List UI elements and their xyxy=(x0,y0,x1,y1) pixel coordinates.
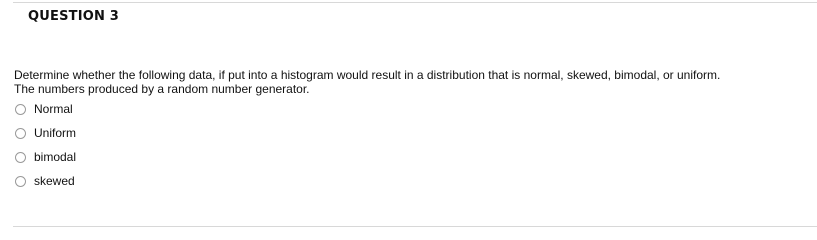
option-uniform[interactable] xyxy=(15,121,76,145)
option-label-skewed[interactable]: skewed xyxy=(34,174,75,188)
question-title: QUESTION 3 xyxy=(28,9,120,24)
question-prompt xyxy=(14,68,720,96)
radio-button-uniform[interactable] xyxy=(15,128,26,139)
prompt-line-1: Determine whether the following data, if put into a histogram would result in a distribution that is normal, skewed, bimodal, or uniform. xyxy=(14,68,721,82)
option-normal[interactable] xyxy=(15,97,76,121)
prompt-line-2: The numbers produced by a random number generator. xyxy=(14,82,310,96)
bottom-divider xyxy=(13,226,817,227)
option-label-uniform[interactable]: Uniform xyxy=(34,126,77,140)
option-label-normal[interactable]: Normal xyxy=(34,102,73,116)
option-skewed[interactable] xyxy=(15,169,76,193)
radio-button-bimodal[interactable] xyxy=(15,152,26,163)
radio-button-normal[interactable] xyxy=(15,104,26,115)
option-label-bimodal[interactable]: bimodal xyxy=(34,150,77,164)
radio-button-skewed[interactable] xyxy=(15,176,26,187)
answer-options xyxy=(15,97,76,193)
option-bimodal[interactable] xyxy=(15,145,76,169)
top-divider xyxy=(13,2,817,3)
